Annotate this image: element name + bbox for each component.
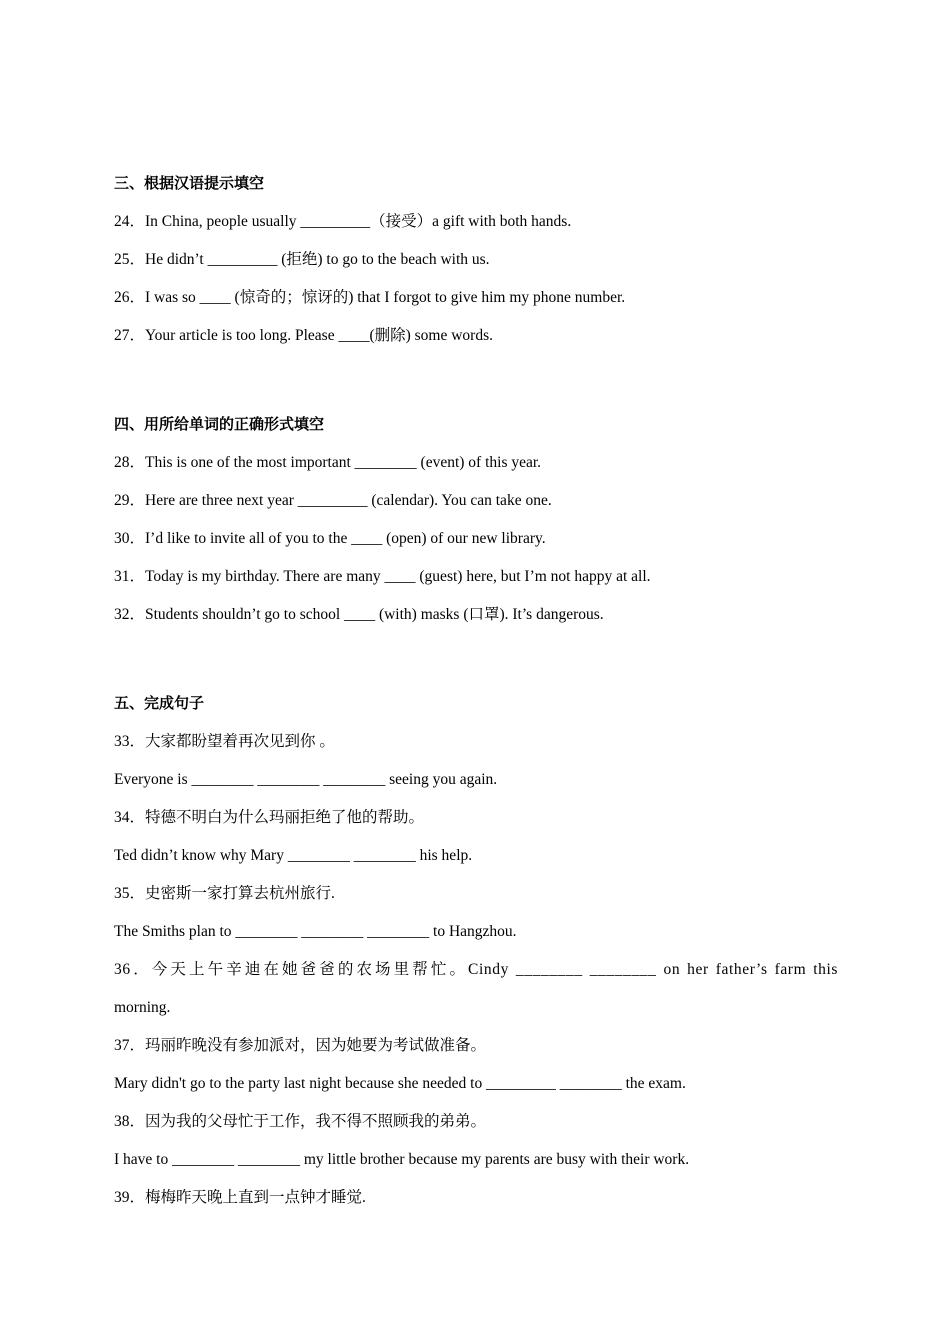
question-36-continuation: morning. — [114, 999, 171, 1016]
question-37-answer: Mary didn't go to the party last night because she needed to _________ ________ the exam. — [114, 1075, 686, 1092]
question-38-answer: I have to ________ ________ my little brother because my parents are busy with their work. — [114, 1151, 690, 1168]
question-29: 29．Here are three next year _________ (calendar). You can take one. — [114, 492, 552, 509]
question-34-answer: Ted didn’t know why Mary ________ ________ his help. — [114, 847, 473, 864]
question-39-prompt: 39．梅梅昨天晚上直到一点钟才睡觉. — [114, 1189, 366, 1206]
question-35-prompt: 35．史密斯一家打算去杭州旅行. — [114, 885, 335, 902]
question-28: 28．This is one of the most important ________ (event) of this year. — [114, 454, 542, 471]
question-33-answer: Everyone is ________ ________ ________ seeing you again. — [114, 771, 498, 788]
question-36: 36．今天上午辛迪在她爸爸的农场里帮忙。Cindy ________ ________ on her father’s farm this — [114, 961, 838, 978]
question-35-answer: The Smiths plan to ________ ________ ________ to Hangzhou. — [114, 923, 517, 940]
question-27: 27．Your article is too long. Please ____(删除) some words. — [114, 327, 494, 344]
question-24: 24．In China, people usually _________（接受）a gift with both hands. — [114, 213, 572, 230]
question-34-prompt: 34．特德不明白为什么玛丽拒绝了他的帮助。 — [114, 809, 425, 826]
section-heading: 四、用所给单词的正确形式填空 — [114, 415, 325, 433]
question-30: 30．I’d like to invite all of you to the ____ (open) of our new library. — [114, 530, 546, 547]
question-31: 31．Today is my birthday. There are many ____ (guest) here, but I’m not happy at all. — [114, 568, 651, 585]
section-heading: 三、根据汉语提示填空 — [114, 174, 265, 192]
section-heading: 五、完成句子 — [114, 694, 205, 712]
question-32: 32．Students shouldn’t go to school ____ (with) masks (口罩). It’s dangerous. — [114, 606, 604, 623]
question-25: 25．He didn’t _________ (拒绝) to go to the beach with us. — [114, 251, 490, 268]
question-37-prompt: 37．玛丽昨晚没有参加派对，因为她要为考试做准备。 — [114, 1037, 487, 1054]
question-38-prompt: 38．因为我的父母忙于工作，我不得不照顾我的弟弟。 — [114, 1113, 487, 1130]
question-26: 26．I was so ____ (惊奇的；惊讶的) that I forgot to give him my phone number. — [114, 289, 626, 306]
question-33-prompt: 33．大家都盼望着再次见到你 。 — [114, 733, 335, 750]
